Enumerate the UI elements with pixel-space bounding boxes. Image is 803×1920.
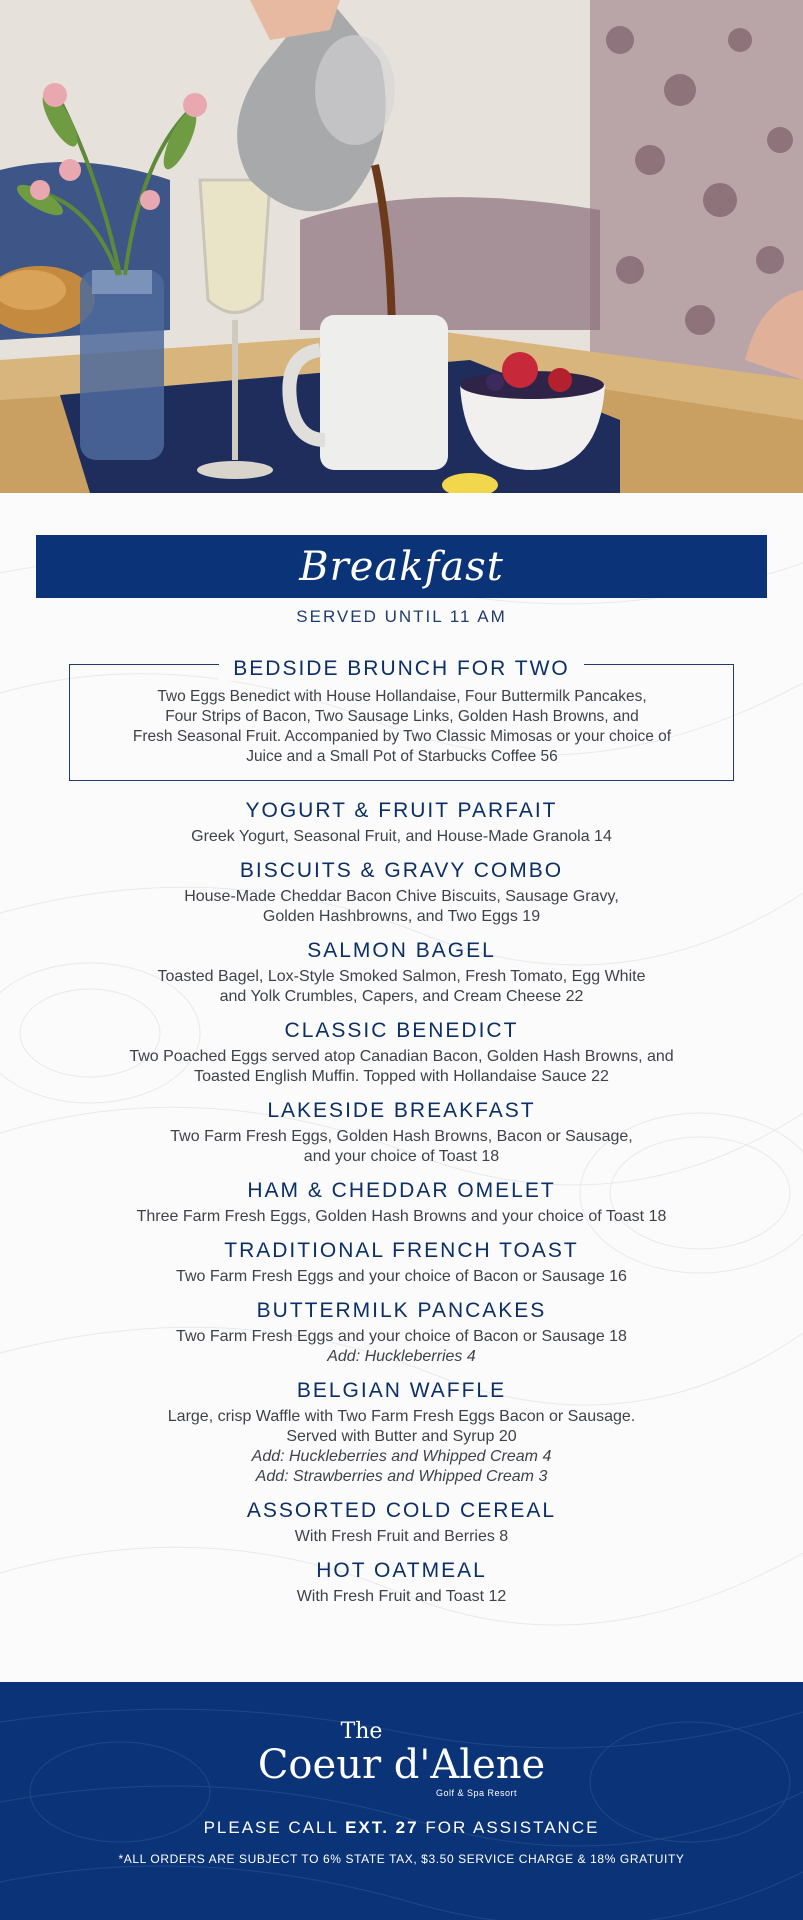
menu-item bbox=[0, 1558, 803, 1607]
footer bbox=[0, 1682, 803, 1920]
menu-item bbox=[0, 938, 803, 1007]
menu-item-description: Two Farm Fresh Eggs and your choice of Bacon or Sausage 18 bbox=[176, 1328, 627, 1345]
menu-item-description: and your choice of Toast 18 bbox=[303, 1148, 500, 1165]
featured-item-line: Two Eggs Benedict with House Hollandaise, Four Buttermilk Pancakes, bbox=[157, 688, 647, 705]
resort-logo bbox=[0, 1720, 803, 1800]
menu-item bbox=[0, 858, 803, 927]
menu-item-name: BISCUITS & GRAVY COMBO bbox=[239, 859, 564, 882]
breakfast-tray-illustration bbox=[0, 0, 803, 493]
menu-item-description: Large, crisp Waffle with Two Farm Fresh Eggs Bacon or Sausage. bbox=[167, 1408, 636, 1425]
menu-item bbox=[0, 1498, 803, 1547]
menu-item-name: SALMON BAGEL bbox=[307, 939, 496, 962]
menu-item-addon: Add: Huckleberries 4 bbox=[327, 1348, 476, 1365]
menu-item-name: BELGIAN WAFFLE bbox=[296, 1379, 507, 1402]
menu-item bbox=[0, 1238, 803, 1287]
logo-the: The bbox=[340, 1719, 383, 1744]
logo-name: Coeur d'Alene bbox=[257, 1742, 546, 1788]
menu-item-description: Golden Hashbrowns, and Two Eggs 19 bbox=[262, 908, 541, 925]
menu-item-description: With Fresh Fruit and Berries 8 bbox=[294, 1528, 509, 1545]
hero-photo bbox=[0, 0, 803, 493]
menu-item-description: Two Farm Fresh Eggs and your choice of Bacon or Sausage 16 bbox=[176, 1268, 627, 1285]
featured-item-description bbox=[82, 687, 722, 767]
footer-topographic-pattern bbox=[0, 1682, 803, 1920]
menu-item bbox=[0, 1098, 803, 1167]
menu-item bbox=[0, 1018, 803, 1087]
menu-item bbox=[0, 1178, 803, 1227]
menu-item-description: With Fresh Fruit and Toast 12 bbox=[296, 1588, 507, 1605]
menu-item-addon: Add: Huckleberries and Whipped Cream 4 bbox=[251, 1448, 552, 1465]
menu-item bbox=[0, 1378, 803, 1487]
featured-item-name-label: BEDSIDE BRUNCH FOR TWO bbox=[219, 657, 583, 681]
menu-item-description: House-Made Cheddar Bacon Chive Biscuits, Sausage Gravy, bbox=[184, 888, 619, 905]
menu-items-list bbox=[0, 798, 803, 1618]
menu-item-name: YOGURT & FRUIT PARFAIT bbox=[245, 799, 558, 822]
featured-item-line: Four Strips of Bacon, Two Sausage Links, Golden Hash Browns, and bbox=[165, 708, 639, 725]
menu-item-name: CLASSIC BENEDICT bbox=[284, 1019, 519, 1042]
menu-item-description: Toasted English Muffin. Topped with Hollandaise Sauce 22 bbox=[194, 1068, 609, 1085]
call-suffix: FOR ASSISTANCE bbox=[418, 1818, 600, 1837]
call-prefix: PLEASE CALL bbox=[203, 1818, 346, 1837]
menu-item-description: Greek Yogurt, Seasonal Fruit, and House-Made Granola 14 bbox=[191, 828, 612, 845]
menu-item-name: HOT OATMEAL bbox=[316, 1559, 487, 1582]
breakfast-menu bbox=[0, 493, 803, 1682]
menu-item-description: Toasted Bagel, Lox-Style Smoked Salmon, Fresh Tomato, Egg White bbox=[157, 968, 646, 985]
menu-item-name: TRADITIONAL FRENCH TOAST bbox=[224, 1239, 579, 1262]
menu-item-description: Three Farm Fresh Eggs, Golden Hash Browns and your choice of Toast 18 bbox=[136, 1208, 667, 1225]
menu-item bbox=[0, 798, 803, 847]
menu-item-name: ASSORTED COLD CEREAL bbox=[246, 1499, 557, 1522]
menu-item bbox=[0, 1298, 803, 1367]
logo-subtitle: Golf & Spa Resort bbox=[435, 1788, 518, 1798]
featured-item-line: Juice and a Small Pot of Starbucks Coffee 56 bbox=[246, 748, 558, 765]
menu-item-name: HAM & CHEDDAR OMELET bbox=[247, 1179, 556, 1202]
menu-item-addon: Add: Strawberries and Whipped Cream 3 bbox=[255, 1468, 548, 1485]
menu-item-name: LAKESIDE BREAKFAST bbox=[267, 1099, 536, 1122]
featured-item-name bbox=[0, 657, 803, 681]
tax-disclaimer: *ALL ORDERS ARE SUBJECT TO 6% STATE TAX, $3.50 SERVICE CHARGE & 18% GRATUITY bbox=[118, 1852, 685, 1866]
menu-item-name: BUTTERMILK PANCAKES bbox=[256, 1299, 547, 1322]
menu-item-description: Two Poached Eggs served atop Canadian Bacon, Golden Hash Browns, and bbox=[129, 1048, 674, 1065]
menu-title: Breakfast bbox=[299, 543, 504, 590]
menu-item-description: Served with Butter and Syrup 20 bbox=[286, 1428, 517, 1445]
served-until-text: SERVED UNTIL 11 AM bbox=[296, 607, 507, 626]
call-extension[interactable]: EXT. 27 bbox=[345, 1818, 419, 1837]
menu-item-description: and Yolk Crumbles, Capers, and Cream Cheese 22 bbox=[219, 988, 584, 1005]
featured-item-line: Fresh Seasonal Fruit. Accompanied by Two Classic Mimosas or your choice of bbox=[132, 728, 672, 745]
menu-item-description: Two Farm Fresh Eggs, Golden Hash Browns, Bacon or Sausage, bbox=[170, 1128, 633, 1145]
assistance-call-text bbox=[0, 1818, 803, 1838]
menu-title-banner bbox=[36, 535, 767, 598]
